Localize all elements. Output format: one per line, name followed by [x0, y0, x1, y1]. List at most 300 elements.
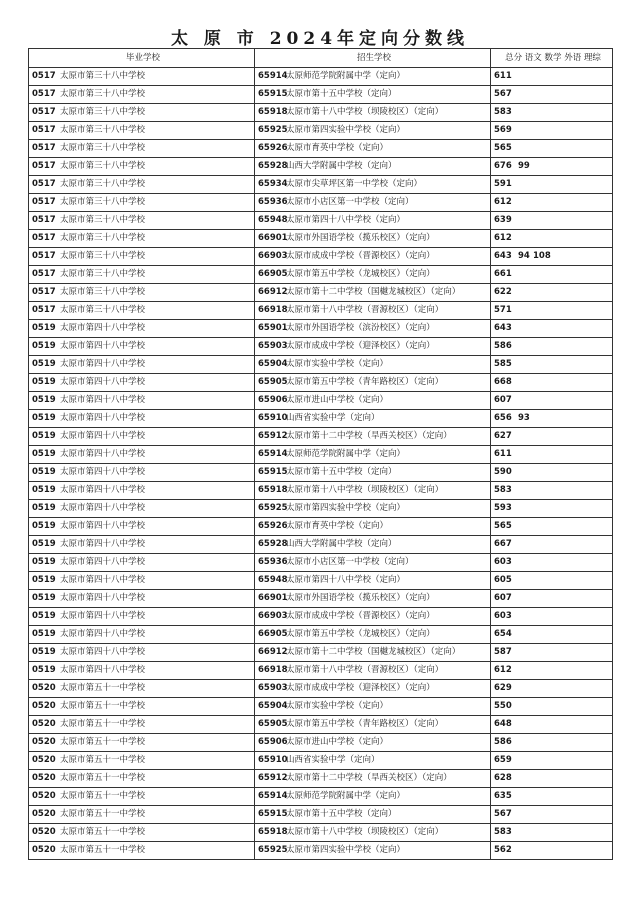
score-total: 667	[494, 539, 512, 549]
score-total: 654	[494, 629, 512, 639]
grad-school-cell	[29, 752, 255, 770]
grad-school-cell	[29, 176, 255, 194]
score-total: 635	[494, 791, 512, 801]
grad-school-code: 0519	[32, 377, 56, 387]
enroll-school-cell	[255, 608, 491, 626]
grad-school-name: 太原市第四十八中学校	[60, 449, 146, 459]
table-row	[29, 140, 613, 158]
table-row	[29, 356, 613, 374]
score-total: 583	[494, 827, 512, 837]
enroll-school-code: 65914	[258, 449, 288, 459]
table-row	[29, 338, 613, 356]
grad-school-cell	[29, 770, 255, 788]
scores-cell	[491, 608, 613, 626]
table-row	[29, 680, 613, 698]
enroll-school-cell	[255, 752, 491, 770]
grad-school-cell	[29, 338, 255, 356]
enroll-school-name: 太原市第十二中学校（旱西关校区）（定向）	[286, 773, 452, 783]
grad-school-code: 0519	[32, 557, 56, 567]
score-math: 108	[533, 251, 551, 261]
enroll-school-name: 太原市第四十八中学校（定向）	[286, 215, 406, 225]
table-row	[29, 518, 613, 536]
grad-school-name: 太原市第四十八中学校	[60, 359, 146, 369]
grad-school-name: 太原市第四十八中学校	[60, 593, 146, 603]
enroll-school-cell	[255, 824, 491, 842]
enroll-school-code: 65910	[258, 413, 288, 423]
enroll-school-code: 65948	[258, 215, 288, 225]
grad-school-code: 0519	[32, 413, 56, 423]
grad-school-name: 太原市第三十八中学校	[60, 107, 146, 117]
grad-school-name: 太原市第五十一中学校	[60, 719, 146, 729]
enroll-school-cell	[255, 428, 491, 446]
grad-school-code: 0519	[32, 485, 56, 495]
table-row	[29, 572, 613, 590]
enroll-school-cell	[255, 770, 491, 788]
score-chinese: 99	[518, 161, 530, 171]
table-row	[29, 716, 613, 734]
enroll-school-cell	[255, 374, 491, 392]
enroll-school-name: 太原市小店区第一中学校（定向）	[286, 557, 414, 567]
score-total: 611	[494, 71, 512, 81]
enroll-school-code: 65936	[258, 557, 288, 567]
enroll-school-code: 66901	[258, 593, 288, 603]
score-chinese: 93	[518, 413, 530, 423]
table-row	[29, 302, 613, 320]
table-row	[29, 554, 613, 572]
grad-school-code: 0519	[32, 431, 56, 441]
enroll-school-name: 太原市第五中学校（青年路校区）（定向）	[286, 719, 444, 729]
scores-cell	[491, 752, 613, 770]
enroll-school-code: 66918	[258, 665, 288, 675]
table-row	[29, 734, 613, 752]
enroll-school-name: 太原市第十八中学校（晋源校区）（定向）	[286, 665, 444, 675]
enroll-school-cell	[255, 716, 491, 734]
enroll-school-cell	[255, 662, 491, 680]
grad-school-name: 太原市第五十一中学校	[60, 791, 146, 801]
enroll-school-cell	[255, 644, 491, 662]
enroll-school-cell	[255, 176, 491, 194]
enroll-school-name: 太原师范学院附属中学（定向）	[286, 791, 406, 801]
enroll-school-name: 太原市育英中学校（定向）	[286, 143, 389, 153]
enroll-school-cell	[255, 482, 491, 500]
grad-school-name: 太原市第四十八中学校	[60, 539, 146, 549]
grad-school-cell	[29, 266, 255, 284]
grad-school-cell	[29, 320, 255, 338]
grad-school-code: 0519	[32, 539, 56, 549]
scores-cell	[491, 842, 613, 860]
score-total: 586	[494, 341, 512, 351]
score-total: 583	[494, 485, 512, 495]
grad-school-code: 0520	[32, 809, 56, 819]
grad-school-name: 太原市第三十八中学校	[60, 287, 146, 297]
score-total: 593	[494, 503, 512, 513]
enroll-school-cell	[255, 842, 491, 860]
enroll-school-cell	[255, 338, 491, 356]
table-row	[29, 410, 613, 428]
enroll-school-name: 太原市成成中学校（迎泽校区）（定向）	[286, 683, 435, 693]
scores-cell	[491, 698, 613, 716]
grad-school-cell	[29, 842, 255, 860]
score-total: 628	[494, 773, 512, 783]
table-row	[29, 842, 613, 860]
table-row	[29, 590, 613, 608]
grad-school-code: 0519	[32, 629, 56, 639]
scores-cell	[491, 122, 613, 140]
grad-school-code: 0517	[32, 107, 56, 117]
enroll-school-cell	[255, 140, 491, 158]
grad-school-name: 太原市第五十一中学校	[60, 845, 146, 855]
table-header-row	[29, 49, 613, 68]
enroll-school-code: 66912	[258, 287, 288, 297]
scores-cell	[491, 338, 613, 356]
grad-school-cell	[29, 104, 255, 122]
enroll-school-code: 65934	[258, 179, 288, 189]
grad-school-cell	[29, 86, 255, 104]
score-total: 611	[494, 449, 512, 459]
enroll-school-code: 65918	[258, 107, 288, 117]
grad-school-cell	[29, 518, 255, 536]
grad-school-code: 0519	[32, 395, 56, 405]
grad-school-code: 0517	[32, 197, 56, 207]
scores-cell	[491, 788, 613, 806]
enroll-school-cell	[255, 284, 491, 302]
enroll-school-cell	[255, 518, 491, 536]
score-total: 622	[494, 287, 512, 297]
table-row	[29, 626, 613, 644]
grad-school-cell	[29, 734, 255, 752]
enroll-school-cell	[255, 734, 491, 752]
table-row	[29, 536, 613, 554]
enroll-school-name: 太原市第五中学校（龙城校区）（定向）	[286, 629, 435, 639]
grad-school-code: 0520	[32, 719, 56, 729]
table-row	[29, 662, 613, 680]
grad-school-name: 太原市第四十八中学校	[60, 485, 146, 495]
grad-school-code: 0520	[32, 683, 56, 693]
grad-school-name: 太原市第三十八中学校	[60, 179, 146, 189]
grad-school-cell	[29, 572, 255, 590]
scores-cell	[491, 734, 613, 752]
enroll-school-name: 太原市第十五中学校（定向）	[286, 467, 397, 477]
grad-school-code: 0520	[32, 701, 56, 711]
page-title: 太 原 市 2024年定向分数线	[170, 29, 470, 49]
grad-school-code: 0517	[32, 305, 56, 315]
enroll-school-cell	[255, 230, 491, 248]
grad-school-name: 太原市第五十一中学校	[60, 809, 146, 819]
grad-school-code: 0519	[32, 503, 56, 513]
scores-cell	[491, 176, 613, 194]
enroll-school-cell	[255, 212, 491, 230]
grad-school-cell	[29, 590, 255, 608]
enroll-school-code: 65906	[258, 395, 288, 405]
enroll-school-name: 太原市外国语学校（揽乐校区）（定向）	[286, 233, 435, 243]
grad-school-code: 0517	[32, 287, 56, 297]
enroll-school-code: 66905	[258, 269, 288, 279]
grad-school-name: 太原市第三十八中学校	[60, 305, 146, 315]
grad-school-cell	[29, 500, 255, 518]
enroll-school-code: 65915	[258, 809, 288, 819]
enroll-school-cell	[255, 86, 491, 104]
scores-cell	[491, 446, 613, 464]
enroll-school-code: 65918	[258, 485, 288, 495]
grad-school-cell	[29, 194, 255, 212]
enroll-school-cell	[255, 788, 491, 806]
grad-school-code: 0517	[32, 269, 56, 279]
score-total: 565	[494, 521, 512, 531]
enroll-school-cell	[255, 590, 491, 608]
enroll-school-name: 太原市第十八中学校（晋源校区）（定向）	[286, 305, 444, 315]
enroll-school-name: 太原师范学院附属中学（定向）	[286, 449, 406, 459]
score-total: 643	[494, 323, 512, 333]
grad-school-cell	[29, 698, 255, 716]
enroll-school-name: 太原市第四实验中学校（定向）	[286, 845, 406, 855]
grad-school-name: 太原市第五十一中学校	[60, 827, 146, 837]
enroll-school-name: 山西大学附属中学校（定向）	[286, 161, 397, 171]
enroll-school-name: 太原市第五中学校（青年路校区）（定向）	[286, 377, 444, 387]
enroll-school-name: 太原市进山中学校（定向）	[286, 395, 389, 405]
enroll-school-cell	[255, 410, 491, 428]
grad-school-name: 太原市第四十八中学校	[60, 323, 146, 333]
table-row	[29, 248, 613, 266]
enroll-school-code: 65925	[258, 125, 288, 135]
table-row	[29, 230, 613, 248]
grad-school-name: 太原市第三十八中学校	[60, 161, 146, 171]
grad-school-cell	[29, 554, 255, 572]
enroll-school-name: 太原市第十八中学校（坝陵校区）（定向）	[286, 485, 444, 495]
grad-school-cell	[29, 608, 255, 626]
enroll-school-code: 65925	[258, 503, 288, 513]
scores-cell	[491, 572, 613, 590]
grad-school-code: 0517	[32, 251, 56, 261]
enroll-school-name: 太原市第五中学校（龙城校区）（定向）	[286, 269, 435, 279]
scores-cell	[491, 806, 613, 824]
score-total: 603	[494, 611, 512, 621]
grad-school-code: 0517	[32, 179, 56, 189]
enroll-school-cell	[255, 392, 491, 410]
enroll-school-cell	[255, 122, 491, 140]
header-grad-school: 毕业学校	[29, 49, 255, 68]
score-total: 567	[494, 809, 512, 819]
grad-school-cell	[29, 374, 255, 392]
score-total: 659	[494, 755, 512, 765]
table-row	[29, 266, 613, 284]
grad-school-name: 太原市第三十八中学校	[60, 215, 146, 225]
enroll-school-cell	[255, 320, 491, 338]
enroll-school-name: 太原市实验中学校（定向）	[286, 701, 389, 711]
header-enroll-school: 招生学校	[255, 49, 491, 68]
grad-school-cell	[29, 716, 255, 734]
grad-school-name: 太原市第四十八中学校	[60, 395, 146, 405]
enroll-school-code: 65948	[258, 575, 288, 585]
score-total: 676	[494, 161, 512, 171]
grad-school-code: 0519	[32, 647, 56, 657]
header-scores: 总分 语文 数学 外语 理综	[491, 49, 613, 68]
score-total: 627	[494, 431, 512, 441]
table-row	[29, 194, 613, 212]
scores-cell	[491, 230, 613, 248]
grad-school-code: 0520	[32, 845, 56, 855]
enroll-school-name: 太原市外国语学校（滨汾校区）（定向）	[286, 323, 435, 333]
enroll-school-name: 太原市成成中学校（晋源校区）（定向）	[286, 251, 435, 261]
grad-school-code: 0517	[32, 89, 56, 99]
enroll-school-code: 66903	[258, 251, 288, 261]
scores-cell	[491, 500, 613, 518]
grad-school-name: 太原市第三十八中学校	[60, 89, 146, 99]
score-total: 607	[494, 395, 512, 405]
enroll-school-cell	[255, 194, 491, 212]
score-total: 612	[494, 197, 512, 207]
table-row	[29, 104, 613, 122]
scores-cell	[491, 104, 613, 122]
grad-school-name: 太原市第三十八中学校	[60, 269, 146, 279]
grad-school-name: 太原市第五十一中学校	[60, 683, 146, 693]
enroll-school-cell	[255, 626, 491, 644]
grad-school-name: 太原市第四十八中学校	[60, 413, 146, 423]
enroll-school-code: 65925	[258, 845, 288, 855]
table-row	[29, 320, 613, 338]
enroll-school-name: 太原师范学院附属中学（定向）	[286, 71, 406, 81]
grad-school-name: 太原市第四十八中学校	[60, 575, 146, 585]
table-row	[29, 176, 613, 194]
score-total: 661	[494, 269, 512, 279]
enroll-school-code: 65910	[258, 755, 288, 765]
grad-school-code: 0517	[32, 215, 56, 225]
enroll-school-name: 太原市进山中学校（定向）	[286, 737, 389, 747]
score-total: 612	[494, 233, 512, 243]
scores-cell	[491, 716, 613, 734]
enroll-school-cell	[255, 446, 491, 464]
grad-school-cell	[29, 824, 255, 842]
scores-cell	[491, 266, 613, 284]
score-total: 612	[494, 665, 512, 675]
enroll-school-code: 65926	[258, 521, 288, 531]
grad-school-code: 0519	[32, 665, 56, 675]
table-row	[29, 770, 613, 788]
scores-cell	[491, 212, 613, 230]
grad-school-code: 0520	[32, 737, 56, 747]
grad-school-code: 0519	[32, 341, 56, 351]
grad-school-code: 0520	[32, 791, 56, 801]
enroll-school-cell	[255, 500, 491, 518]
enroll-school-code: 66905	[258, 629, 288, 639]
enroll-school-code: 65903	[258, 341, 288, 351]
enroll-school-name: 太原市第十八中学校（坝陵校区）（定向）	[286, 107, 444, 117]
enroll-school-name: 太原市实验中学校（定向）	[286, 359, 389, 369]
enroll-school-name: 太原市第十二中学校（国樾龙城校区）（定向）	[286, 647, 461, 657]
enroll-school-code: 66901	[258, 233, 288, 243]
enroll-school-code: 65912	[258, 773, 288, 783]
enroll-school-cell	[255, 680, 491, 698]
grad-school-cell	[29, 122, 255, 140]
table-row	[29, 428, 613, 446]
scores-cell	[491, 554, 613, 572]
grad-school-cell	[29, 428, 255, 446]
cutoff-table	[28, 48, 613, 860]
enroll-school-code: 66903	[258, 611, 288, 621]
grad-school-name: 太原市第五十一中学校	[60, 773, 146, 783]
enroll-school-name: 太原市成成中学校（迎泽校区）（定向）	[286, 341, 435, 351]
score-total: 603	[494, 557, 512, 567]
grad-school-cell	[29, 68, 255, 86]
grad-school-cell	[29, 482, 255, 500]
grad-school-name: 太原市第三十八中学校	[60, 143, 146, 153]
enroll-school-code: 65918	[258, 827, 288, 837]
enroll-school-code: 65905	[258, 377, 288, 387]
enroll-school-code: 65901	[258, 323, 288, 333]
table-row	[29, 158, 613, 176]
scores-cell	[491, 680, 613, 698]
table-row	[29, 464, 613, 482]
scores-cell	[491, 482, 613, 500]
score-total: 639	[494, 215, 512, 225]
table-row	[29, 608, 613, 626]
grad-school-cell	[29, 626, 255, 644]
grad-school-name: 太原市第五十一中学校	[60, 755, 146, 765]
enroll-school-code: 65905	[258, 719, 288, 729]
grad-school-name: 太原市第五十一中学校	[60, 737, 146, 747]
enroll-school-name: 太原市育英中学校（定向）	[286, 521, 389, 531]
grad-school-cell	[29, 410, 255, 428]
grad-school-name: 太原市第四十八中学校	[60, 467, 146, 477]
enroll-school-cell	[255, 104, 491, 122]
enroll-school-cell	[255, 356, 491, 374]
grad-school-code: 0519	[32, 359, 56, 369]
scores-cell	[491, 644, 613, 662]
scores-cell	[491, 626, 613, 644]
enroll-school-cell	[255, 572, 491, 590]
scores-cell	[491, 68, 613, 86]
score-total: 656	[494, 413, 512, 423]
table-row	[29, 752, 613, 770]
enroll-school-code: 65915	[258, 467, 288, 477]
grad-school-name: 太原市第三十八中学校	[60, 251, 146, 261]
grad-school-name: 太原市第四十八中学校	[60, 665, 146, 675]
enroll-school-cell	[255, 806, 491, 824]
grad-school-code: 0520	[32, 755, 56, 765]
grad-school-name: 太原市第四十八中学校	[60, 647, 146, 657]
score-total: 590	[494, 467, 512, 477]
table-row	[29, 212, 613, 230]
scores-cell	[491, 140, 613, 158]
table-row	[29, 500, 613, 518]
score-chinese: 94	[518, 251, 530, 261]
score-total: 550	[494, 701, 512, 711]
enroll-school-cell	[255, 248, 491, 266]
enroll-school-code: 65928	[258, 161, 288, 171]
grad-school-code: 0520	[32, 827, 56, 837]
grad-school-name: 太原市第三十八中学校	[60, 197, 146, 207]
table-row	[29, 284, 613, 302]
table-row	[29, 374, 613, 392]
scores-cell	[491, 518, 613, 536]
score-total: 587	[494, 647, 512, 657]
table-row	[29, 806, 613, 824]
enroll-school-code: 66912	[258, 647, 288, 657]
scores-cell	[491, 428, 613, 446]
enroll-school-cell	[255, 698, 491, 716]
grad-school-cell	[29, 212, 255, 230]
score-total: 668	[494, 377, 512, 387]
enroll-school-code: 65914	[258, 71, 288, 81]
enroll-school-code: 65904	[258, 701, 288, 711]
enroll-school-name: 太原市第十二中学校（国樾龙城校区）（定向）	[286, 287, 461, 297]
enroll-school-cell	[255, 68, 491, 86]
score-total: 607	[494, 593, 512, 603]
grad-school-code: 0517	[32, 71, 56, 81]
scores-cell	[491, 464, 613, 482]
grad-school-cell	[29, 806, 255, 824]
enroll-school-code: 65903	[258, 683, 288, 693]
enroll-school-cell	[255, 536, 491, 554]
